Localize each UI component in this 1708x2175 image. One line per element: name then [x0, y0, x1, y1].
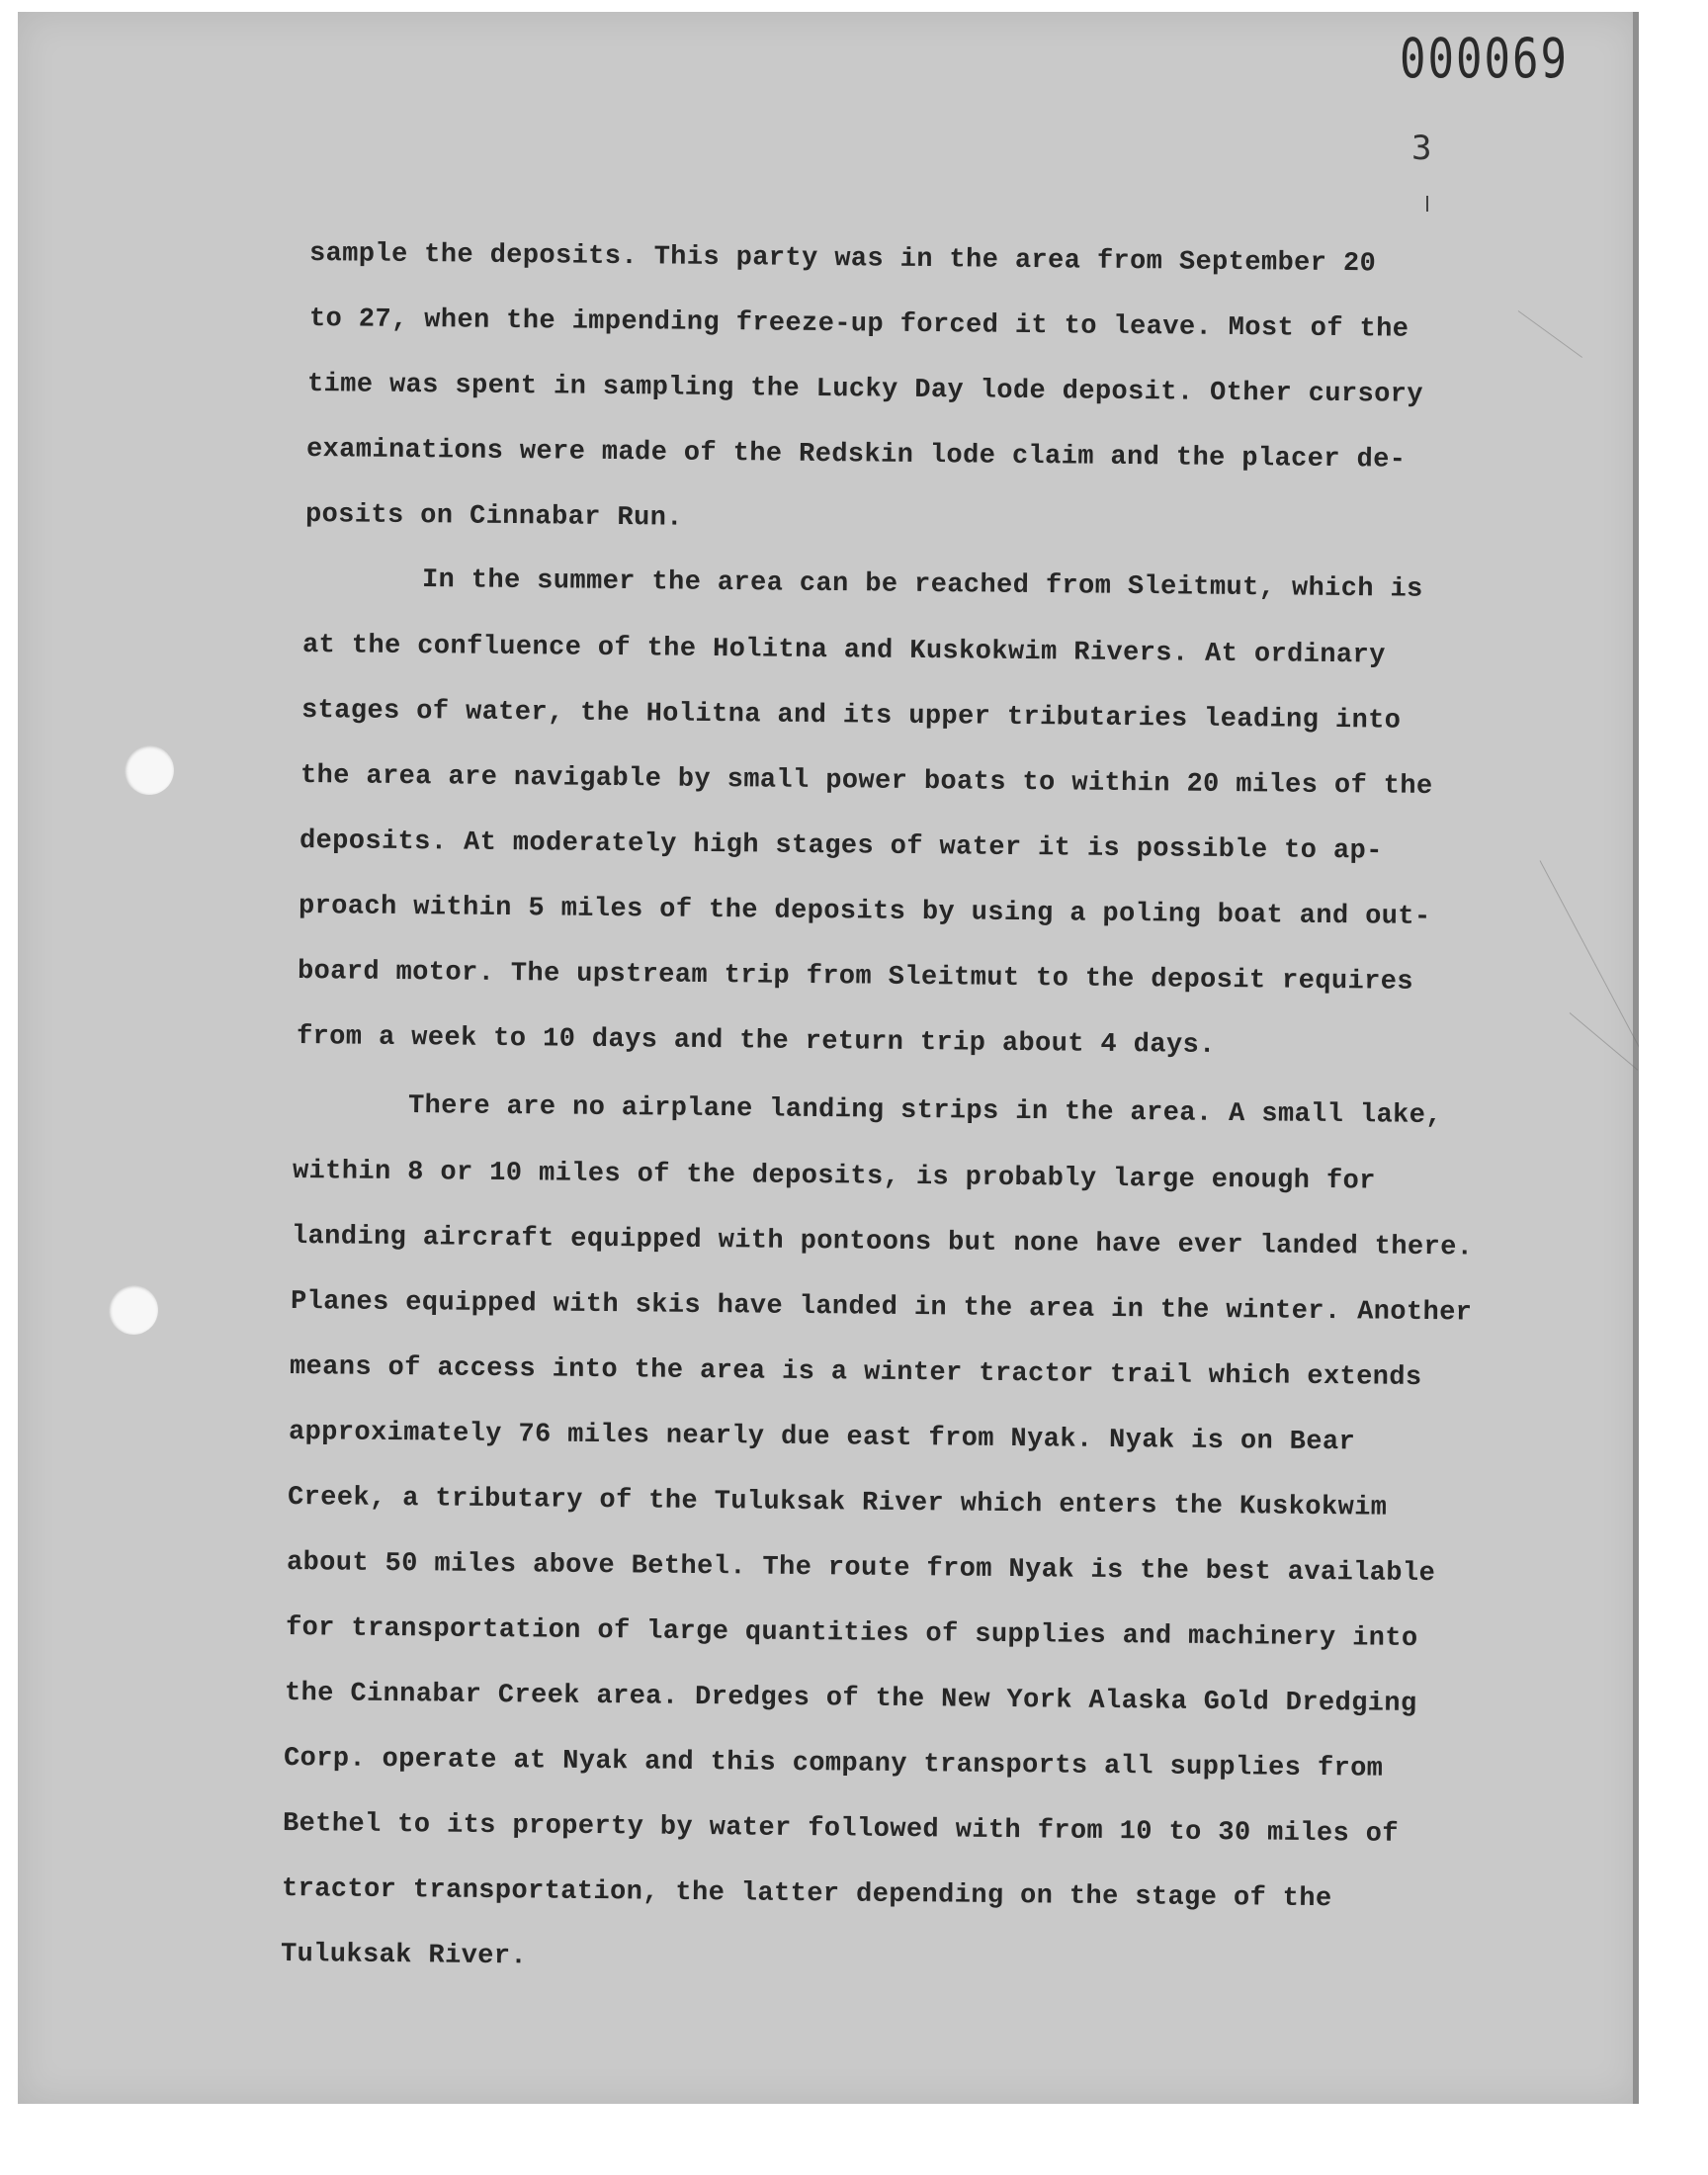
text-line: within 8 or 10 miles of the deposits, is probably large enough for: [292, 1157, 1376, 1197]
text-line: Bethel to its property by water followed with from 10 to 30 miles of: [282, 1809, 1400, 1850]
text-line: Corp. operate at Nyak and this company transports all supplies from: [283, 1744, 1384, 1784]
text-line: from a week to 10 days and the return trip about 4 days.: [296, 1022, 1216, 1061]
text-line: Planes equipped with skis have landed in the area in the winter. Another: [290, 1287, 1473, 1329]
text-line: at the confluence of the Holitna and Kuskokwim Rivers. At ordinary: [301, 631, 1386, 671]
text-line: Creek, a tributary of the Tuluksak River which enters the Kuskokwim: [287, 1483, 1388, 1523]
text-line: Tuluksak River.: [280, 1940, 528, 1972]
text-line: about 50 miles above Bethel. The route from Nyak is the best available: [286, 1548, 1436, 1590]
text-line: stages of water, the Holitna and its upper tributaries leading into: [300, 696, 1402, 737]
text-line: In the summer the area can be reached from Sleitmut, which is: [421, 566, 1423, 605]
page-number: 3: [1411, 129, 1432, 168]
text-line: There are no airplane landing strips in the area. A small lake,: [407, 1091, 1443, 1132]
text-line: posits on Cinnabar Run.: [304, 500, 684, 534]
text-line: proach within 5 miles of the deposits by using a poling boat and out-: [298, 892, 1431, 932]
text-line: approximately 76 miles nearly due east from Nyak. Nyak is on Bear: [288, 1418, 1356, 1458]
document-stamp-number: 000069: [1400, 28, 1569, 91]
body-text: [18, 12, 1639, 2104]
text-line: landing aircraft equipped with pontoons but none have ever landed there.: [291, 1222, 1474, 1263]
text-line: board motor. The upstream trip from Sleitmut to the deposit requires: [297, 957, 1414, 998]
text-line: the Cinnabar Creek area. Dredges of the New York Alaska Gold Dredging: [284, 1679, 1417, 1719]
text-line: the area are navigable by small power boats to within 20 miles of the: [299, 761, 1433, 802]
text-line: for transportation of large quantities of supplies and machinery into: [285, 1613, 1418, 1654]
text-line: examinations were made of the Redskin lode claim and the placer de-: [305, 435, 1407, 476]
text-line: to 27, when the impending freeze-up forced it to leave. Most of the: [308, 304, 1409, 345]
text-line: sample the deposits. This party was in the area from September 20: [308, 239, 1377, 280]
scanned-page: [18, 12, 1639, 2104]
text-line: deposits. At moderately high stages of water it is possible to ap-: [299, 826, 1383, 867]
text-line: means of access into the area is a winter tractor trail which extends: [289, 1352, 1422, 1393]
text-line: tractor transportation, the latter depending on the stage of the: [281, 1874, 1332, 1915]
text-line: time was spent in sampling the Lucky Day lode deposit. Other cursory: [306, 370, 1424, 410]
